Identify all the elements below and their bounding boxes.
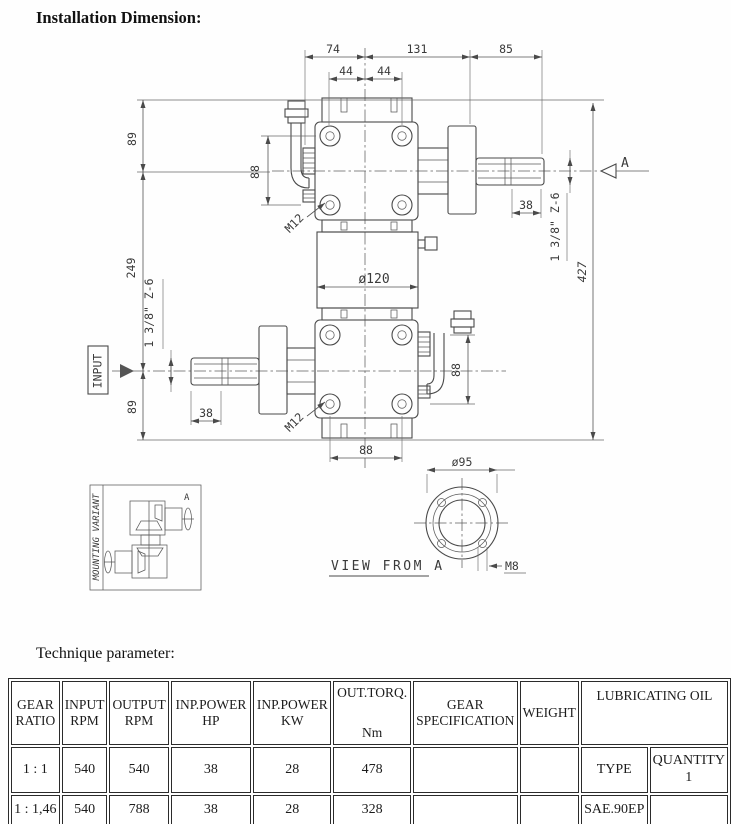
dim-label-131: 131 [406,42,428,56]
m12-lower-label: M12 [281,409,307,435]
mounting-variant-box [90,485,201,590]
cell-out-torq: 478 [333,747,410,793]
cell-inp-power-hp: 38 [171,747,251,793]
dim-label-85: 85 [499,42,513,56]
section-title-technique: Technique parameter: [36,645,175,662]
section-title-installation: Installation Dimension: [36,8,202,27]
dim-88-upper [248,136,316,205]
input-label: INPUT [90,353,105,389]
view-from-a-caption [329,559,445,576]
lower-breather-pipe [418,311,474,398]
cell-oil-type: SAE.90EP [581,795,648,824]
lower-bolt-holes [320,325,412,414]
cell-gear-specification [413,795,518,824]
cell-inp-power-kw: 28 [253,747,331,793]
section-arrow-label: A [621,156,629,171]
dim-label-88-lower-right: 88 [449,363,463,377]
header-out-torq: OUT.TORQ. Nm [333,681,410,745]
cell-inp-power-kw: 28 [253,795,331,824]
mounting-variant-label: MOUNTING VARIANT [92,493,102,581]
header-inp-power-hp: INP.POWER HP [171,681,251,745]
cell-gear-specification [413,747,518,793]
upper-bolt-holes [320,126,412,215]
cell-oil-quantity [650,795,728,824]
cell-output-rpm: 788 [109,795,168,824]
lower-housing [191,311,474,438]
header-inp-power-kw: INP.POWER KW [253,681,331,745]
header-gear-specification: GEAR SPECIFICATION [413,681,518,745]
cell-out-torq: 328 [333,795,410,824]
flange-view [426,455,526,573]
header-weight: WEIGHT [520,681,579,745]
cell-output-rpm: 540 [109,747,168,793]
upper-breather-pipe [285,101,315,202]
dim-label-44-left: 44 [339,64,353,78]
dim-label-89-bottom: 89 [125,400,139,414]
view-from-a-label: VIEW FROM A [331,559,445,574]
m12-upper-label: M12 [281,210,307,236]
input-shaft-dimensions [142,278,221,425]
spline-output-label: 1 3/8" Z-6 [548,192,562,262]
header-gear-ratio: GEAR RATIO [11,681,60,745]
cell-input-rpm: 540 [62,795,108,824]
header-lubricating-oil: LUBRICATING OIL [581,681,728,745]
header-input-rpm: INPUT RPM [62,681,108,745]
dim-label-74: 74 [326,42,340,56]
m8-label: M8 [505,559,519,573]
cell-inp-power-hp: 38 [171,795,251,824]
m12-callouts [282,203,325,434]
dim-label-89-top: 89 [125,132,139,146]
spline-input-label: 1 3/8" Z-6 [142,278,156,348]
upper-housing [285,98,544,220]
cell-weight [520,747,579,793]
dim-label-38-output: 38 [519,198,533,212]
dim-label-88-upper: 88 [248,165,262,179]
left-dimensions [124,100,604,440]
section-arrow-a [601,156,649,178]
dim-88-bottom [330,416,402,462]
dim-label-38-input: 38 [199,406,213,420]
dim-label-88-bottom: 88 [359,443,373,457]
middle-cylinder [317,220,437,320]
mounting-arrow-label: A [184,493,190,503]
output-shaft [476,158,544,185]
cell-oil-quantity-header: QUANTITY 1 [650,747,728,793]
dia120-label: ø120 [358,272,390,287]
input-callout [88,346,134,394]
input-shaft [191,358,259,385]
output-shaft-dimensions [512,103,593,440]
dim-dia120 [317,272,418,287]
header-output-rpm: OUTPUT RPM [109,681,168,745]
cell-oil-type-header: TYPE [581,747,648,793]
dim-label-427: 427 [575,261,589,283]
cell-weight [520,795,579,824]
dia95-label: ø95 [451,455,473,469]
header-row [11,681,728,745]
dim-label-44-right: 44 [377,64,391,78]
cell-gear-ratio: 1 : 1,46 [11,795,60,824]
cell-gear-ratio: 1 : 1 [11,747,60,793]
cell-input-rpm: 540 [62,747,108,793]
table-row-ratio-1-146 [11,795,728,824]
dim-88-lower-right [430,335,475,404]
technique-parameter-table [8,678,731,824]
dim-label-249: 249 [124,257,138,279]
table-row-ratio-1-1 [11,747,728,793]
